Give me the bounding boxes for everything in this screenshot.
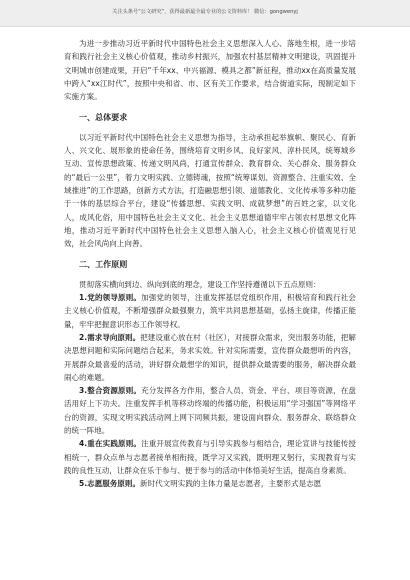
- principle-demand-oriented: [64, 331, 356, 384]
- principle-text: 充分发挥各方作用，整合人员、资金、平台、项目等资源，在盘活用好上下功夫。注重发挥手机等移动终端的传播功能，积极运用“学习强国”等网络平台的资源，实现文明实践活动网上网下同频共振，建设面向群众、服务群众、联络群众的统一阵地。: [64, 386, 356, 436]
- principle-text: 注重开展宣传教育与引导实践参与相结合，理论宣讲与技能传授相统一，群众点单与志愿者接单相衔接，既学习又实践，既明理又躬行，实现教育与实践的良性互动，让群众在乐于参与、便于参与的活动中体悟美好生活，提高自身素质。: [64, 439, 356, 475]
- principles-intro-paragraph: 贯彻落实横向到边、纵向到底的理念，建设工作坚持遵循以下五点原则：: [79, 279, 321, 289]
- principle-label: 4.重在实践原则。: [79, 439, 142, 449]
- header-notice: 关注头条号“公文研究”，获得最新最全最专业的公文资料库！ 微信：gongwenyj: [112, 9, 298, 15]
- general-requirements-paragraph: 以习近平新时代中国特色社会主义思想为指导，主动承担起举旗帜、聚民心、育新人、兴文化、展形象的使命任务，围绕培育文明乡风、良好家风、淳朴民风，统筹城乡互动、宣传思想政策、传递文明风尚，打通宣传群众、教育群众、关心群众、服务群众的“最后一公里”，着力文明实践、立德铸魂，按照“统筹谋划、资源整合、注重实效、全域推进”的工作思路，创新方式方法，打造融思想引领、道德教化、文化传承等多种功能于一体的基层综合平台，建设“传播思想、实践文明、成就梦想”的百姓之家，以文化人，成风化俗，用中国特色社会主义文化、社会主义思想道德牢牢占领农村思想文化阵地，推动习近平新时代中国特色社会主义思想入脑入心，社会主义核心价值观见行见效，社会风尚向上向善。: [64, 132, 356, 249]
- principle-label: 5.志愿服务原则。: [79, 479, 141, 489]
- principle-text: 加强党的领导，注重发挥基层党组织作用，积极培育和践行社会主义核心价值观，不断增强群众最强聚力，筑牢共同思想基础，弘扬主旋律，传播正能量，牢牢把握意识形态工作领导权。: [64, 293, 356, 329]
- principle-party-leadership: [64, 291, 356, 331]
- section-heading-general-requirements: 一、总体要求: [79, 113, 128, 123]
- principle-label: 1.党的领导原则。: [79, 293, 142, 303]
- principle-text: 新时代文明实践的主体力量是志愿者，主要形式是志愿: [140, 479, 322, 489]
- principle-label: 3.整合资源原则。: [79, 386, 142, 396]
- document-body: [64, 37, 356, 491]
- intro-paragraph: 为进一步推动习近平新时代中国特色社会主义思想深入人心、落地生根，进一步培育和践行社会主义核心价值观，推动乡村振兴，加强农村基层精神文明建设，巩固提升文明城市创建成果，开启“千年xx、中兴福源、模具之都”新征程，推动xx在高质量发展中跨入“xx江时代”，按照中央和省、市、区有关工作要求，结合街道实际，现制定如下实施方案。: [64, 39, 356, 102]
- principle-label: 2.需求导向原则。: [79, 332, 141, 342]
- section-heading-work-principles: 二、工作原则: [79, 260, 128, 270]
- principle-volunteer-service: [64, 477, 356, 490]
- principle-text: 把建设重心放在村（社区），对接群众需求，突出服务功能，把解决思想问题和实际问题结合起来，务求实效。针对实际需要，宣传群众最想听的内容，开展群众最喜爱的活动，讲好群众最想学的知识，提供群众最需要的服务，解决群众最闹心的难题。: [64, 332, 356, 382]
- principle-practice-focus: [64, 437, 356, 477]
- header-banner: [0, 0, 410, 27]
- principle-resource-integration: [64, 384, 356, 437]
